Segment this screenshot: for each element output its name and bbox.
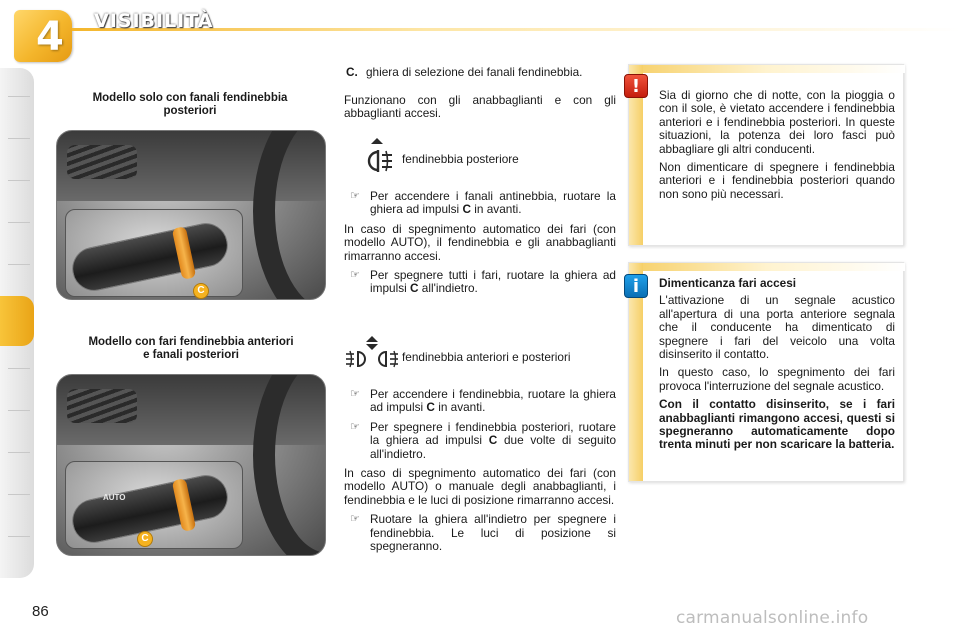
front-auto-paragraph: In caso di spegnimento automatico dei fari (con modello AUTO) o manuale degli anabbaglianti, i fendinebbia e le luci di posizione rimarranno accesi. xyxy=(344,466,616,507)
stalk-photo-front-rear-fog xyxy=(56,374,326,556)
model1-caption: Modello solo con fanali fendinebbia posteriori xyxy=(92,92,288,117)
info-text xyxy=(659,277,895,452)
front-rear-fog-icon xyxy=(344,336,400,376)
bullet-front-off: ☞ Ruotare la ghiera all'indietro per spegnere i fendinebbia. Le luci di posizione si spegneranno. xyxy=(350,512,616,554)
front-rear-fog-row xyxy=(344,336,616,376)
c-definition xyxy=(344,66,616,79)
auto-label: AUTO xyxy=(103,493,126,502)
rail-notch xyxy=(8,222,30,223)
chapter-tab xyxy=(14,10,72,62)
rail-notch xyxy=(8,368,30,369)
intro-text xyxy=(344,94,616,121)
bullet-icon: ☞ xyxy=(350,269,360,282)
chapter-number: 4 xyxy=(36,14,64,60)
rear-fog-row xyxy=(344,138,616,178)
rear-auto-paragraph: In caso di spegnimento automatico dei fari (con modello AUTO), il fendinebbia e gli anabbaglianti rimarranno accesi. xyxy=(344,221,616,263)
bullet-icon: ☞ xyxy=(350,420,360,433)
air-vent xyxy=(67,145,137,179)
warning-icon: ! xyxy=(624,74,648,98)
front-rear-fog-instructions xyxy=(344,388,616,553)
side-rail xyxy=(0,68,34,578)
bullet-rear-off: ☞ Per spegnere tutti i fari, ruotare la ghiera ad impulsi C all'indietro. xyxy=(350,268,616,296)
watermark: carmanualsonline.info xyxy=(676,608,869,628)
info-p3: Con il contatto disinserito, se i fari anabbaglianti rimangono accesi, questi si spegneranno automaticamente dopo trenta minuti per non scaricare la batteria. xyxy=(659,397,895,452)
page-title: VISIBILITÀ xyxy=(94,10,214,32)
ring-label-c: C xyxy=(193,283,209,299)
rear-fog-instructions xyxy=(344,190,616,296)
c-text: ghiera di selezione dei fanali fendinebbia. xyxy=(366,65,583,79)
active-chapter-tab xyxy=(0,296,34,346)
rail-notch xyxy=(8,180,30,181)
rail-notch xyxy=(8,264,30,265)
warning-p1: Sia di giorno che di notte, con la pioggia o con il sole, è vietato accendere i fendinebbia anteriori e i fendinebbia posteriori. In queste situazioni, la potenza dei loro fasci può abbagliare gli altri conducenti. xyxy=(659,88,895,156)
c-lead: C. xyxy=(346,65,358,79)
stalk-photo-rear-fog xyxy=(56,130,326,300)
rail-notch xyxy=(8,494,30,495)
bullet-rear-twice-off: ☞ Per spegnere i fendinebbia posteriori, ruotare la ghiera ad impulsi C due volte di seguito all'indietro. xyxy=(350,419,617,461)
rail-notch xyxy=(8,536,30,537)
rail-notch xyxy=(8,138,30,139)
info-title: Dimenticanza fari accesi xyxy=(659,276,797,290)
ring-label-c: C xyxy=(137,531,153,547)
rail-notch xyxy=(8,410,30,411)
model2-caption: Modello con fari fendinebbia anteriori e fanali posteriori xyxy=(88,336,294,361)
box-header-strip xyxy=(629,65,905,73)
bullet-rear-on: ☞ Per accendere i fanali antinebbia, ruotare la ghiera ad impulsi C in avanti. xyxy=(350,189,616,217)
rail-notch xyxy=(8,96,30,97)
steering-wheel xyxy=(253,130,326,300)
rear-fog-icon xyxy=(358,138,398,178)
info-p2: In questo caso, lo spegnimento dei fari provoca l'interruzione del segnale acustico. xyxy=(659,365,895,393)
front-rear-fog-label: fendinebbia anteriori e posteriori xyxy=(402,350,571,364)
air-vent xyxy=(67,389,137,423)
rail-notch xyxy=(8,452,30,453)
info-box xyxy=(628,262,904,482)
warning-box xyxy=(628,64,904,246)
bullet-icon: ☞ xyxy=(350,190,360,202)
warning-p2: Non dimenticare di spegnere i fendinebbia anteriori e i fendinebbia posteriori quando non sono più necessari. xyxy=(659,160,895,201)
box-header-strip xyxy=(629,263,905,271)
info-p1: L'attivazione di un segnale acustico all'apertura di una porta anteriore segnala che il conducente ha dimenticato di spegnere i fari del veicolo una volta disinserito il contatto. xyxy=(659,293,895,362)
bullet-icon: ☞ xyxy=(350,388,360,400)
intro-paragraph: Funzionano con gli anabbaglianti e con gli abbaglianti accesi. xyxy=(344,93,616,121)
page-number: 86 xyxy=(32,603,49,620)
info-icon: i xyxy=(624,274,648,298)
warning-text xyxy=(659,89,895,201)
rear-fog-label: fendinebbia posteriore xyxy=(402,152,519,166)
bullet-icon: ☞ xyxy=(350,513,360,526)
bullet-front-on: ☞ Per accendere i fendinebbia, ruotare la ghiera ad impulsi C in avanti. xyxy=(350,387,616,415)
steering-wheel xyxy=(253,374,326,556)
